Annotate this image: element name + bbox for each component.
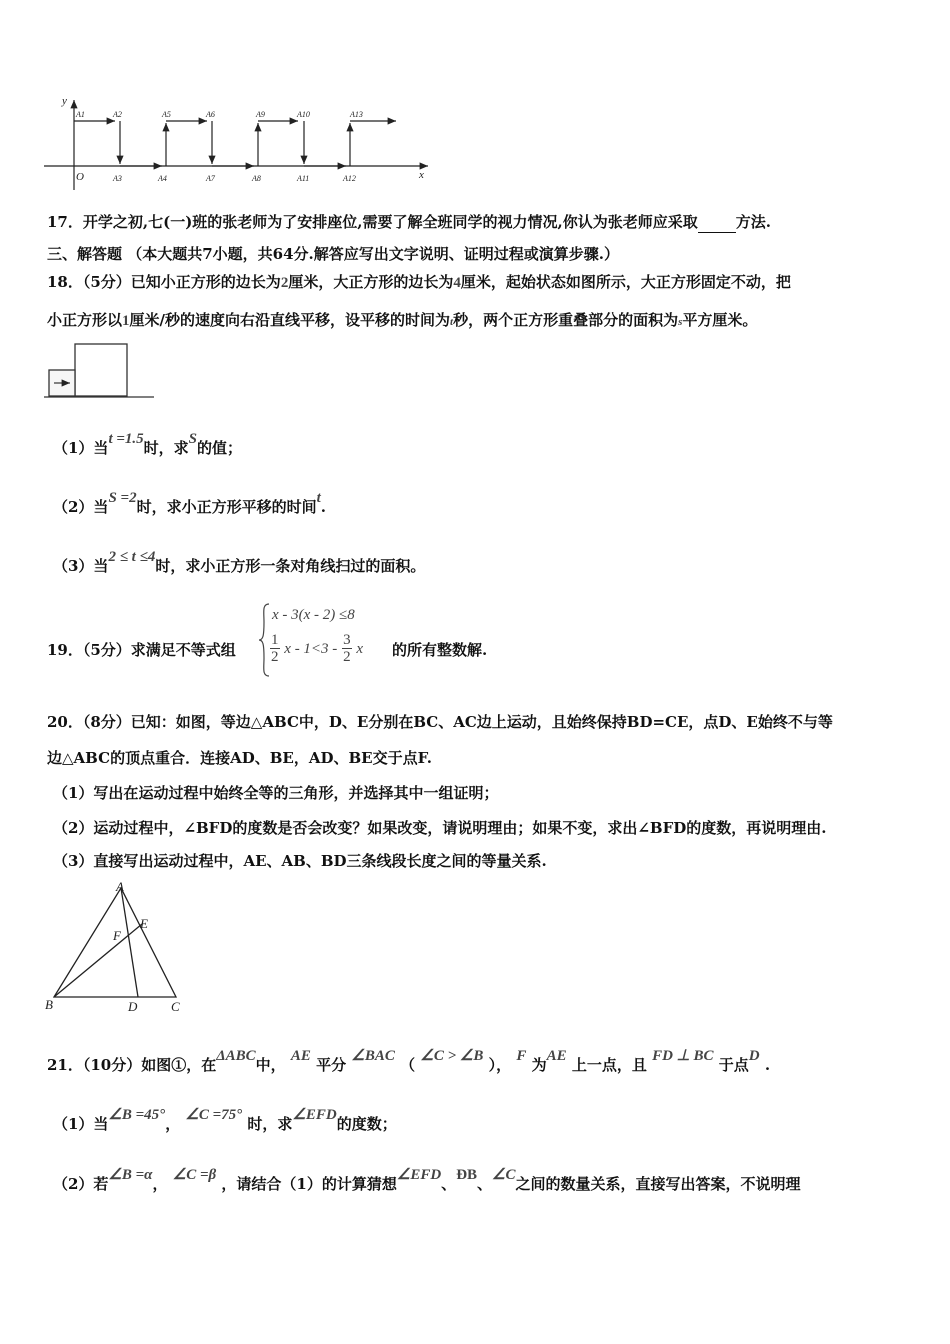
label-c: C (171, 999, 180, 1014)
q17-tail: 方法. (735, 213, 771, 231)
q18-p1-text: （1）当 (53, 439, 109, 457)
text-fragment: ∠EFD (292, 1107, 337, 1123)
q21-part1 (53, 1107, 397, 1135)
q18-value: 4 (453, 275, 461, 291)
text-fragment: ∠C (492, 1167, 516, 1183)
text-fragment: ∠EFD (396, 1167, 442, 1183)
text-fragment: ， (152, 1175, 168, 1193)
label-f: F (113, 928, 121, 943)
point-label: A4 (158, 174, 167, 183)
q18-text: 平方厘米。 (682, 311, 758, 329)
question-20-line1: 20．（8分）已知：如图，等边△ABC中，D、E分别在BC、AC边上运动，且始终保持BD=CE，点D、E始终不与等 (47, 713, 833, 731)
fraction-half (270, 632, 280, 665)
point-label: A11 (297, 174, 310, 183)
q18-text: 小正方形以 (47, 311, 123, 329)
text-fragment: 的度数； (336, 1115, 397, 1133)
triangle-figure (40, 880, 200, 1020)
label-d: D (128, 999, 138, 1014)
text-fragment: 平分 (316, 1056, 347, 1074)
text-fragment: . (764, 1056, 771, 1074)
q19-inequality-2 (270, 632, 363, 676)
q18-p3-text: （3）当 (53, 557, 109, 575)
text-fragment: 上一点，且 (571, 1056, 647, 1074)
big-square (75, 344, 127, 396)
text-fragment: 、 (441, 1175, 457, 1193)
text-fragment: AE (546, 1048, 567, 1064)
y-axis-label: y (62, 95, 67, 107)
inequality-1: x - 3(x - 2) ≤8 (272, 607, 355, 623)
point-label: A9 (256, 110, 265, 119)
origin-label: O (76, 171, 84, 183)
text-fragment: ∠BAC (351, 1048, 395, 1064)
text-fragment: ， (165, 1115, 181, 1133)
point-label: A2 (113, 110, 122, 119)
q20-part1: （1）写出在运动过程中始终全等的三角形，并选择其中一组证明； (53, 784, 499, 802)
text-fragment: 2 (271, 649, 279, 665)
text-fragment: （ (400, 1056, 416, 1074)
text-fragment: 之间的数量关系，直接写出答案，不说明理 (515, 1175, 801, 1193)
question-18-line1 (47, 272, 791, 293)
q18-p2-math: S =2 (108, 490, 137, 506)
text-fragment: 时，求 (247, 1115, 293, 1133)
zigzag-graph (0, 0, 950, 200)
q18-text: 厘米，起始状态如图所示，大正方形固定不动，把 (460, 273, 791, 291)
label-b: B (45, 997, 53, 1012)
text-fragment: 为 (531, 1056, 547, 1074)
text-fragment: AE (290, 1048, 311, 1064)
q18-value: 1 (122, 313, 130, 329)
text-fragment: 、 (477, 1175, 493, 1193)
text-fragment: ΔABC (216, 1048, 256, 1064)
q18-text: 厘米/秒的速度向右沿直线平移，设平移的时间为 (129, 311, 450, 329)
text-fragment: F (516, 1048, 527, 1064)
q17-text: 17．开学之初,七(一)班的张老师为了安排座位,需要了解全班同学的视力情况,你认为张老师应采取 (47, 213, 698, 231)
text-fragment: ∠B =α (108, 1167, 153, 1183)
point-label: A13 (350, 110, 363, 119)
text-fragment: ）， (488, 1056, 512, 1074)
text-fragment: （2）若 (53, 1175, 109, 1193)
point-label: A1 (76, 110, 85, 119)
text-fragment: （1）当 (53, 1115, 109, 1133)
text-fragment: D (748, 1048, 760, 1064)
q18-var-s: s (678, 316, 683, 328)
text-fragment: 2 (343, 649, 351, 665)
q18-var-t: t (450, 316, 454, 328)
inequality-2-x: x (356, 640, 364, 657)
section-3-heading: 三、解答题 （本大题共7小题，共64分.解答应写出文字说明、证明过程或演算步骤.） (47, 245, 619, 263)
q18-part2 (53, 490, 326, 518)
q19-inequality-1 (272, 604, 355, 625)
text-fragment: ∠B =45° (108, 1107, 166, 1123)
q18-p1-math: S (188, 431, 198, 447)
q18-part3 (53, 549, 426, 577)
q20-part3: （3）直接写出运动过程中，AE、AB、BD三条线段长度之间的等量关系. (53, 852, 547, 870)
q18-text: 秒，两个正方形重叠部分的面积为 (453, 311, 679, 329)
q18-value: 2 (280, 275, 289, 291)
q20-part2: （2）运动过程中，∠BFD的度数是否会改变？如果改变，请说明理由；如果不变，求出∠BFD的度数，再说明理由. (53, 819, 827, 837)
inequality-2-middle: x - 1<3 - (284, 640, 338, 657)
q18-p2-math: t (316, 490, 321, 506)
point-label: A6 (206, 110, 215, 119)
label-e: E (140, 916, 148, 931)
zigzag-path (74, 121, 396, 166)
segment-be (54, 924, 142, 997)
squares-figure (40, 338, 200, 408)
question-19-lead: 19．（5分）求满足不等式组 (47, 641, 236, 659)
point-label: A8 (252, 174, 261, 183)
label-a: A (116, 879, 124, 894)
q18-p1-text: 的值； (197, 439, 243, 457)
q18-text: 18．（5分）已知小正方形的边长为 (47, 273, 281, 291)
question-20-line2: 边△ABC的顶点重合．连接AD、BE，AD、BE交于点F. (47, 749, 432, 767)
point-label: A10 (297, 110, 310, 119)
q18-p2-text: . (320, 498, 326, 516)
q18-text: 厘米，大正方形的边长为 (288, 273, 454, 291)
q18-p1-math: t =1.5 (108, 431, 144, 447)
q21-part2 (53, 1167, 801, 1195)
text-fragment: FD ⊥ BC (652, 1048, 714, 1064)
text-fragment: 1 (271, 632, 279, 648)
q18-p2-text: （2）当 (53, 498, 109, 516)
text-fragment: ∠C =75° (185, 1107, 243, 1123)
q18-p3-math: 2 ≤ t ≤4 (108, 549, 156, 565)
question-17 (47, 212, 771, 233)
text-fragment: 3 (343, 632, 351, 648)
q18-p1-text: 时，求 (143, 439, 189, 457)
text-fragment: ÐB (456, 1167, 478, 1183)
text-fragment: ，请结合（1）的计算猜想 (221, 1175, 397, 1193)
text-fragment: ∠C > ∠B (420, 1048, 484, 1064)
q17-answer-blank[interactable] (698, 212, 736, 233)
point-label: A3 (113, 174, 122, 183)
text-fragment: ∠C =β (172, 1167, 217, 1183)
point-label: A5 (162, 110, 171, 119)
point-label: A7 (206, 174, 215, 183)
q18-p3-text: 时，求小正方形一条对角线扫过的面积。 (155, 557, 426, 575)
q19-tail: 的所有整数解. (392, 641, 488, 659)
text-fragment: 21．（10分）如图①，在 (47, 1056, 217, 1074)
fraction-three-halves (342, 632, 352, 665)
text-fragment: 于点 (718, 1056, 749, 1074)
x-axis-label: x (419, 169, 424, 181)
question-21 (47, 1048, 771, 1076)
q18-p2-text: 时，求小正方形平移的时间 (136, 498, 317, 516)
question-18-line2 (47, 310, 757, 332)
q18-part1 (53, 431, 243, 459)
text-fragment: 中， (255, 1056, 286, 1074)
point-label: A12 (343, 174, 356, 183)
